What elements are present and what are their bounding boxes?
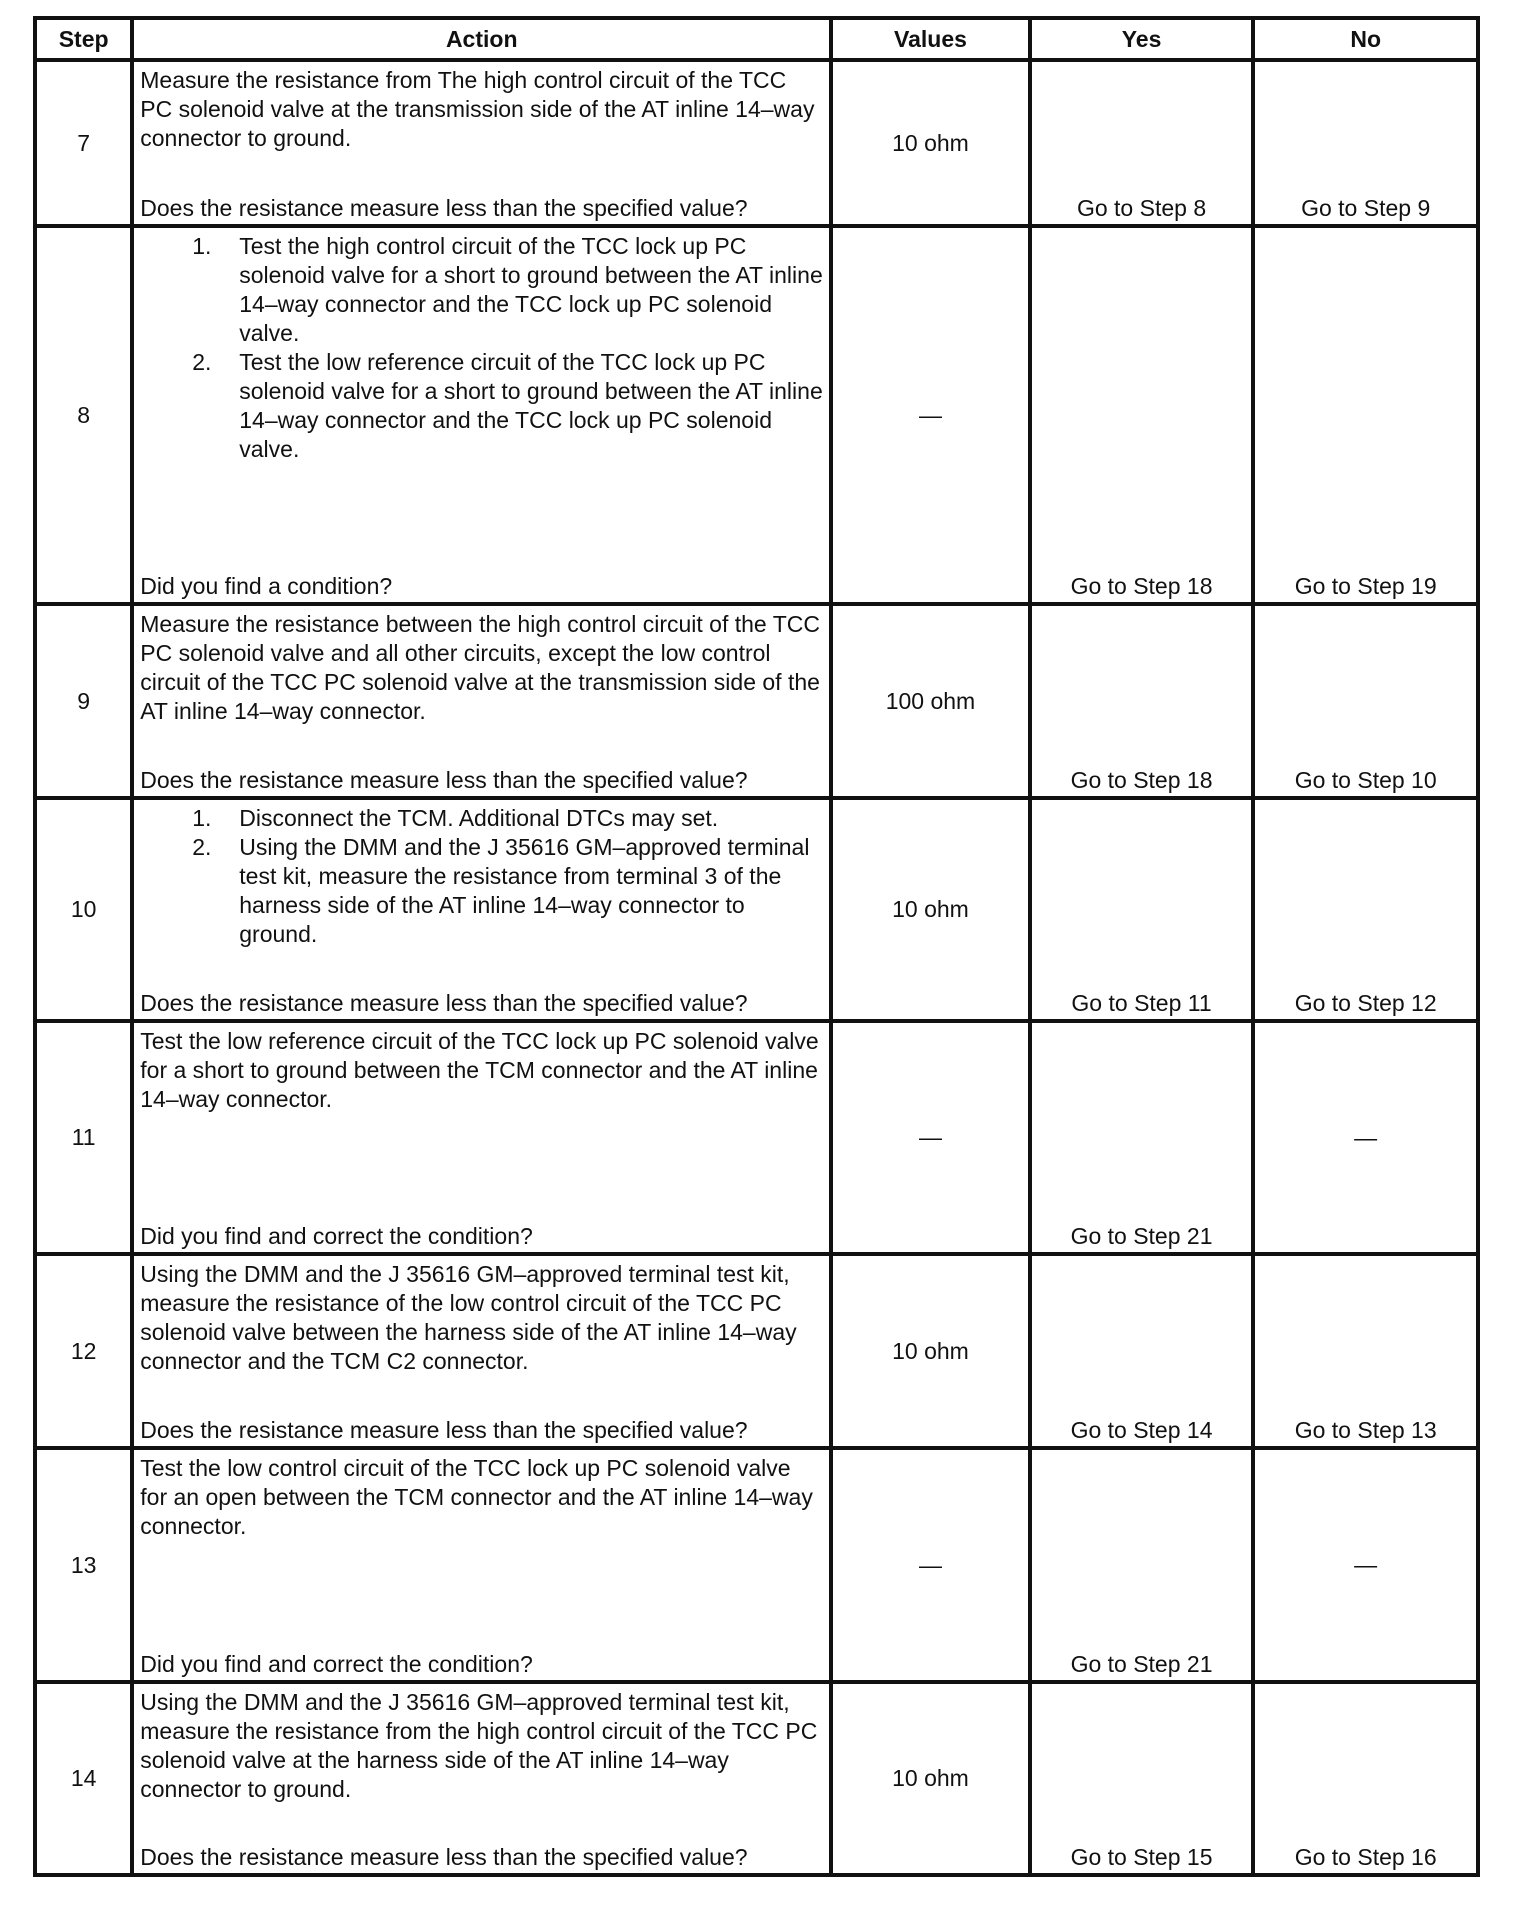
table-row (35, 1682, 1478, 1875)
yes-cell (1030, 1448, 1254, 1682)
action-question: Does the resistance measure less than the specified value? (140, 990, 748, 1016)
action-question: Does the resistance measure less than the specified value? (140, 767, 748, 793)
yes-cell (1030, 1682, 1254, 1875)
action-cell (132, 604, 831, 798)
yes-cell (1030, 604, 1254, 798)
list-item-text: Test the high control circuit of the TCC lock up PC solenoid valve for a short to ground between the AT inline 14–way connector and the TCC lock up PC solenoid valve. (239, 233, 823, 346)
action-cell (132, 1021, 831, 1254)
action-cell (132, 1254, 831, 1448)
list-item-number: 1. (192, 805, 212, 831)
action-cell (132, 60, 831, 226)
action-text: Measure the resistance from The high control circuit of the TCC PC solenoid valve at the transmission side of the AT inline 14–way connector to ground. (140, 67, 815, 151)
list-item (140, 804, 823, 833)
action-list (140, 232, 823, 464)
step-number: 11 (35, 1021, 132, 1254)
list-item (140, 232, 823, 348)
step-number: 14 (35, 1682, 132, 1875)
step-number: 10 (35, 798, 132, 1021)
yes-link: Go to Step 18 (1070, 767, 1213, 793)
value-cell: 10 ohm (831, 1254, 1030, 1448)
value-cell: — (831, 226, 1030, 604)
list-item-text: Test the low reference circuit of the TCC lock up PC solenoid valve for a short to ground between the AT inline 14–way connector and the TCC lock up PC solenoid valve. (239, 349, 823, 462)
table-row (35, 60, 1478, 226)
action-question: Did you find and correct the condition? (140, 1651, 533, 1677)
yes-link: Go to Step 8 (1076, 195, 1207, 221)
list-item-text: Disconnect the TCM. Additional DTCs may set. (239, 805, 719, 831)
yes-link: Go to Step 11 (1071, 990, 1212, 1016)
no-link: Go to Step 9 (1301, 195, 1431, 221)
yes-link: Go to Step 15 (1070, 1844, 1213, 1870)
table-row (35, 1254, 1478, 1448)
action-text: Measure the resistance between the high control circuit of the TCC PC solenoid valve and all other circuits, except the low control circuit of the TCC PC solenoid valve at the transmission side of the AT inline 14–way connector. (140, 611, 820, 724)
no-dash: — (1354, 1124, 1378, 1150)
diagnostic-steps-table (33, 16, 1480, 1877)
yes-link: Go to Step 21 (1070, 1223, 1213, 1249)
no-link: Go to Step 13 (1294, 1417, 1437, 1443)
no-cell (1253, 1682, 1478, 1875)
action-list (140, 804, 823, 949)
list-item (140, 833, 823, 949)
action-cell (132, 226, 831, 604)
action-cell (132, 1682, 831, 1875)
header-no: No (1253, 18, 1478, 60)
action-text: Using the DMM and the J 35616 GM–approved terminal test kit, measure the resistance from the high control circuit of the TCC PC solenoid valve at the harness side of the AT inline 14–way connector to ground. (140, 1689, 818, 1802)
step-number: 8 (35, 226, 132, 604)
step-number: 7 (35, 60, 132, 226)
no-dash: — (1354, 1551, 1378, 1578)
header-yes: Yes (1030, 18, 1254, 60)
header-step: Step (35, 18, 132, 60)
action-cell (132, 1448, 831, 1682)
action-question: Does the resistance measure less than the specified value? (140, 1844, 748, 1870)
action-body (134, 228, 829, 464)
action-text: Test the low reference circuit of the TCC lock up PC solenoid valve for a short to ground between the TCM connector and the AT inline 14–way connector. (140, 1028, 819, 1112)
table-row (35, 226, 1478, 604)
yes-cell (1030, 60, 1254, 226)
value-cell: 10 ohm (831, 1682, 1030, 1875)
header-row (35, 18, 1478, 60)
header-values: Values (831, 18, 1030, 60)
table-row (35, 1021, 1478, 1254)
step-number: 9 (35, 604, 132, 798)
yes-link: Go to Step 14 (1070, 1417, 1213, 1443)
no-link: Go to Step 16 (1294, 1844, 1437, 1870)
yes-link: Go to Step 18 (1070, 573, 1213, 599)
step-number: 13 (35, 1448, 132, 1682)
no-cell (1253, 60, 1478, 226)
no-cell (1253, 1021, 1478, 1254)
step-number: 12 (35, 1254, 132, 1448)
value-cell: — (831, 1448, 1030, 1682)
list-item-text: Using the DMM and the J 35616 GM–approved terminal test kit, measure the resistance from terminal 3 of the harness side of the AT inline 14–way connector to ground. (239, 834, 810, 947)
no-cell (1253, 1254, 1478, 1448)
value-cell: — (831, 1021, 1030, 1254)
action-question: Did you find and correct the condition? (140, 1223, 533, 1249)
yes-link: Go to Step 21 (1070, 1651, 1213, 1677)
no-cell (1253, 226, 1478, 604)
value-cell: 10 ohm (831, 60, 1030, 226)
table-row (35, 1448, 1478, 1682)
no-link: Go to Step 12 (1294, 990, 1437, 1016)
yes-cell (1030, 798, 1254, 1021)
value-cell: 100 ohm (831, 604, 1030, 798)
table-row (35, 798, 1478, 1021)
no-link: Go to Step 10 (1294, 767, 1437, 793)
value-cell: 10 ohm (831, 798, 1030, 1021)
no-link: Go to Step 19 (1294, 573, 1437, 599)
no-cell (1253, 604, 1478, 798)
list-item-number: 2. (192, 834, 212, 860)
list-item-number: 1. (192, 233, 212, 259)
no-cell (1253, 1448, 1478, 1682)
header-action: Action (132, 18, 831, 60)
action-question: Does the resistance measure less than the specified value? (140, 195, 748, 221)
action-body (134, 800, 829, 949)
action-text: Test the low control circuit of the TCC lock up PC solenoid valve for an open between the TCM connector and the AT inline 14–way connector. (140, 1455, 813, 1539)
list-item (140, 348, 823, 464)
yes-cell (1030, 1254, 1254, 1448)
yes-cell (1030, 226, 1254, 604)
yes-cell (1030, 1021, 1254, 1254)
no-cell (1253, 798, 1478, 1021)
list-item-number: 2. (192, 349, 212, 375)
table-row (35, 604, 1478, 798)
action-text: Using the DMM and the J 35616 GM–approved terminal test kit, measure the resistance of the low control circuit of the TCC PC solenoid valve between the harness side of the AT inline 14–way connector and the TCM C2 connector. (140, 1261, 797, 1374)
action-question: Did you find a condition? (140, 573, 393, 599)
action-question: Does the resistance measure less than the specified value? (140, 1417, 748, 1443)
action-cell (132, 798, 831, 1021)
